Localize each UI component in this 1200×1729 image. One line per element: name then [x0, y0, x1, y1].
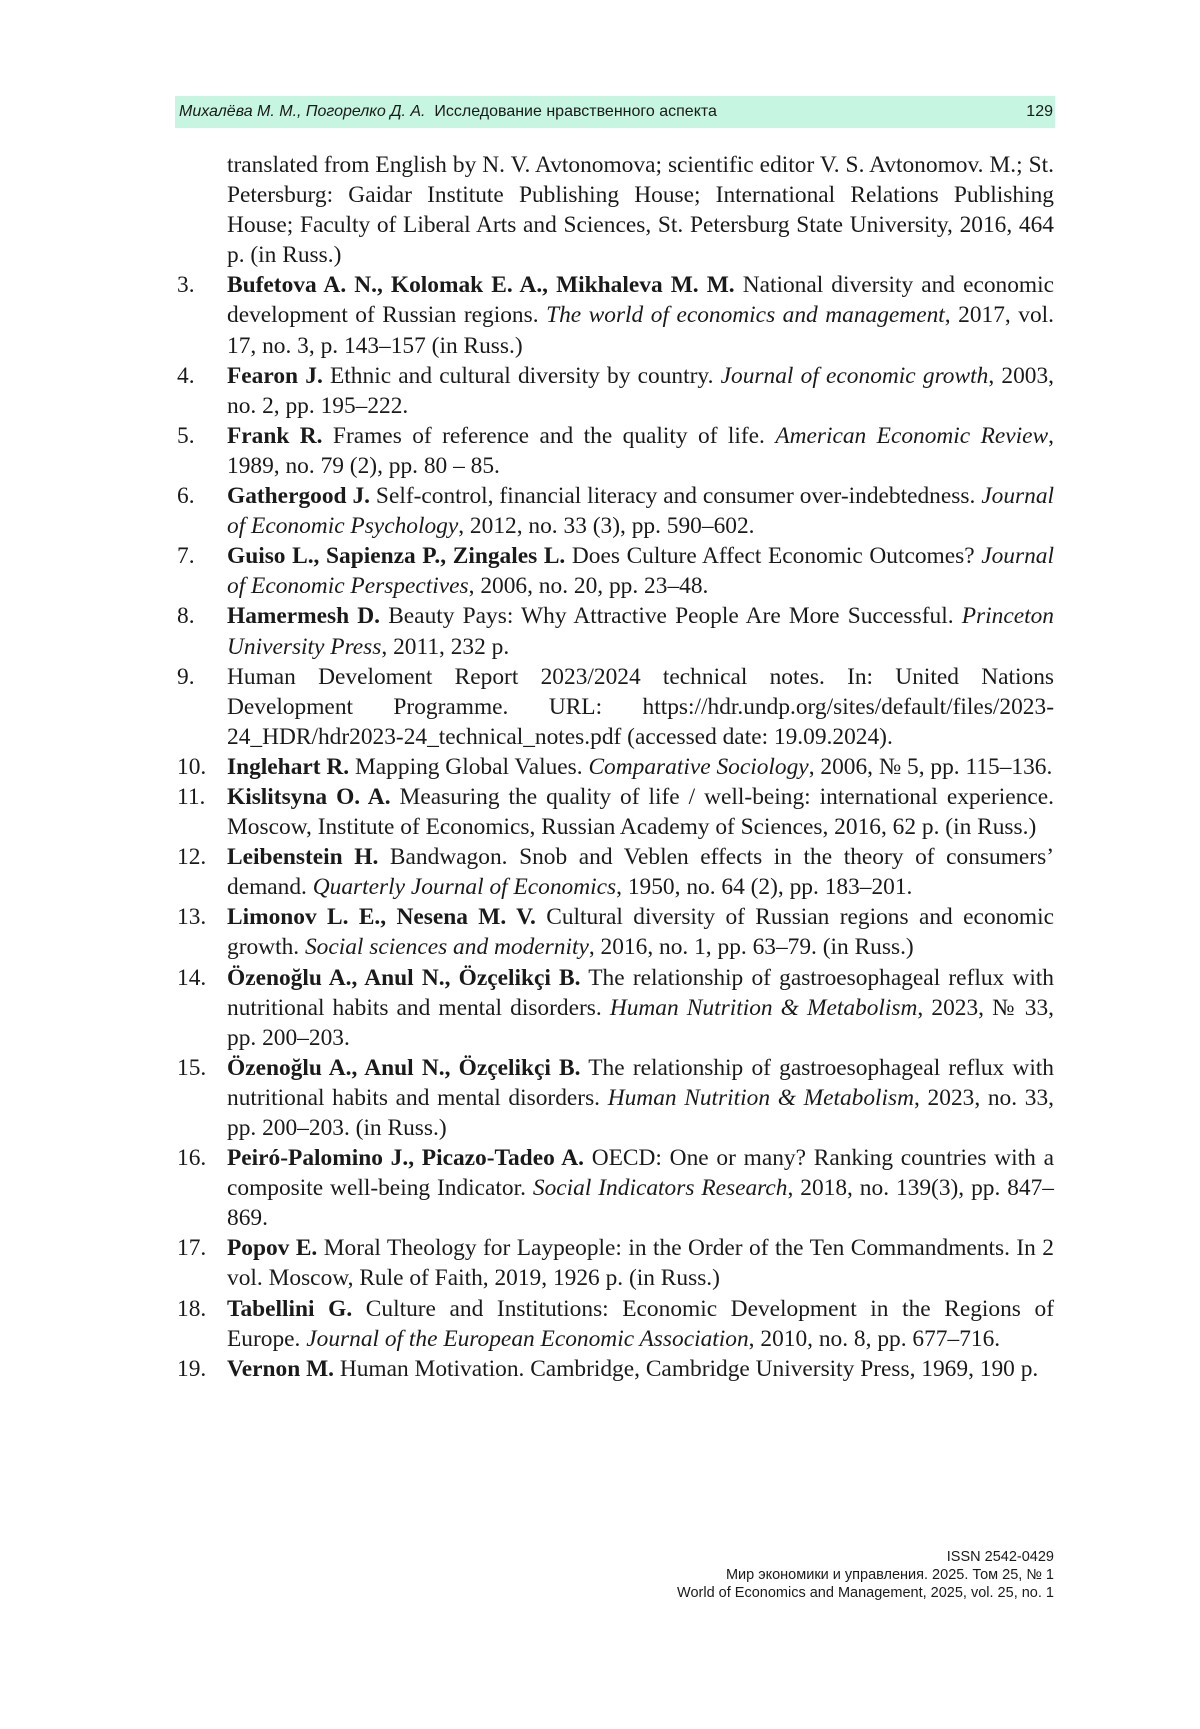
running-head-title [179, 96, 717, 128]
reference-source: Quarterly Journal of Economics [312, 874, 617, 901]
reference-source: Comparative Sociology [588, 753, 809, 780]
reference-title: Culture and Institutions: Economic Development in the Regions of Europe. [227, 1295, 1054, 1352]
reference-authors: Gathergood J. [227, 483, 371, 510]
reference-number: 16. [177, 1145, 207, 1172]
reference-number: 10. [177, 753, 207, 780]
reference-item [177, 481, 1054, 541]
reference-source: Princeton University Press [227, 603, 1055, 660]
reference-item [177, 1354, 1054, 1384]
reference-title: Measuring the quality of life / well-being: international experience. Moscow, Institute of Economics, Russian Academy of Sciences, 2016, 62 p. (in Russ.) [227, 783, 1054, 841]
reference-title: Cultural diversity of Russian regions and economic growth. [227, 904, 1054, 961]
reference-title: Does Culture Affect Economic Outcomes? [565, 543, 982, 570]
reference-number: 15. [177, 1054, 207, 1081]
reference-number: 3. [177, 272, 195, 299]
reference-number: 4. [177, 362, 195, 389]
reference-item [177, 963, 1054, 1053]
reference-authors: Bufetova A. N., Kolomak E. A., Mikhaleva M. M. [227, 272, 735, 299]
reference-continuation [177, 150, 1054, 270]
reference-details: , 2011, 232 p. [381, 633, 510, 660]
reference-authors: Kislitsyna O. A. [227, 783, 391, 810]
reference-source: Social Indicators Research [532, 1175, 788, 1202]
reference-source: Human Nutrition & Metabolism [609, 994, 918, 1021]
reference-item [177, 270, 1054, 360]
reference-title: Mapping Global Values. [349, 753, 589, 780]
reference-authors: Frank R. [227, 422, 323, 449]
reference-details: , 2012, no. 33 (3), pp. 590–602. [458, 513, 755, 540]
reference-number: 8. [177, 603, 195, 630]
reference-source: Journal of the European Economic Association [306, 1325, 749, 1352]
reference-title: The relationship of gastroesophageal reflux with nutritional habits and mental disorders. [227, 964, 1055, 1021]
reference-authors: Fearon J. [227, 362, 323, 389]
reference-item [177, 1294, 1054, 1354]
reference-number: 6. [177, 483, 195, 510]
reference-title: OECD: One or many? Ranking countries with a composite well-being Indicator. [227, 1145, 1054, 1202]
reference-number: 11. [177, 783, 206, 810]
reference-number: 9. [177, 663, 195, 690]
reference-title: Beauty Pays: Why Attractive People Are More Successful. [380, 603, 962, 630]
reference-item [177, 902, 1054, 962]
reference-item [177, 782, 1054, 842]
reference-details: , 2017, vol. 17, no. 3, p. 143–157 (in Russ.) [227, 302, 1054, 359]
reference-details: , 1989, no. 79 (2), pp. 80 – 85. [227, 422, 1054, 479]
reference-continuation-text: translated from English by N. V. Avtonomova; scientific editor V. S. Avtonomov. M.; St. Petersburg: Gaidar Institute Publishing House; International Relations Publishing House; Faculty of Liberal Arts and Sciences, St. Petersburg State University, 2016, 464 p. (in Russ.) [227, 152, 1054, 269]
reference-item [177, 1143, 1054, 1233]
reference-number: 19. [177, 1355, 207, 1382]
running-head-article-title: Исследование нравственного аспекта [434, 103, 717, 120]
reference-source: Journal of economic growth [720, 362, 989, 389]
reference-title: Bandwagon. Snob and Veblen effects in the theory of consumers’ demand. [227, 844, 1054, 901]
reference-authors: Leibenstein H. [227, 844, 379, 871]
reference-source: Human Nutrition & Metabolism [607, 1084, 915, 1111]
footer-journal-ru: Мир экономики и управления. 2025. Том 25, № 1 [725, 1567, 1054, 1583]
reference-number: 5. [177, 422, 195, 449]
reference-source: American Economic Review [775, 422, 1049, 449]
page-number: 129 [1026, 103, 1053, 120]
reference-item [177, 1053, 1054, 1143]
reference-source: Journal of Economic Psychology [227, 483, 1055, 540]
reference-title: Frames of reference and the quality of life. [322, 422, 776, 449]
footer-issn: ISSN 2542-0429 [946, 1549, 1054, 1565]
reference-authors: Hamermesh D. [227, 603, 381, 630]
reference-title: Ethnic and cultural diversity by country. [322, 362, 721, 389]
reference-authors: Vernon M. [227, 1355, 334, 1382]
reference-authors: Popov E. [227, 1235, 318, 1262]
reference-source: Social sciences and modernity [304, 934, 589, 961]
reference-number: 12. [177, 844, 207, 871]
reference-number: 7. [177, 543, 195, 570]
reference-authors: Limonov L. E., Nesena M. V. [227, 904, 536, 931]
reference-number: 18. [177, 1295, 207, 1322]
reference-authors: Tabellini G. [227, 1295, 353, 1322]
reference-item [177, 541, 1054, 601]
reference-details: , 2018, no. 139(3), pp. 847–869. [227, 1175, 1054, 1232]
running-head [175, 96, 1055, 128]
reference-item [177, 752, 1054, 782]
running-head-authors: Михалёва М. М., Погорелко Д. А. [179, 103, 426, 120]
reference-item [177, 662, 1054, 752]
reference-items [177, 270, 1054, 1383]
reference-title: Human Motivation. Cambridge, Cambridge University Press, 1969, 190 p. [334, 1355, 1039, 1382]
reference-number: 13. [177, 904, 207, 931]
reference-item [177, 601, 1054, 661]
reference-details: , 2023, № 33, pp. 200–203. [227, 994, 1054, 1051]
reference-title: National diversity and economic development of Russian regions. [227, 272, 1054, 329]
reference-details: , 2016, no. 1, pp. 63–79. (in Russ.) [588, 934, 914, 961]
reference-item [177, 842, 1054, 902]
reference-details: , 2006, № 5, pp. 115–136. [808, 753, 1053, 780]
page-footer [677, 1548, 1054, 1602]
reference-title: Self-control, financial literacy and consumer over-indebtedness. [370, 483, 982, 510]
reference-item [177, 1233, 1054, 1293]
reference-item [177, 361, 1054, 421]
reference-item [177, 421, 1054, 481]
reference-details: , 1950, no. 64 (2), pp. 183–201. [616, 874, 913, 901]
reference-title: Moral Theology for Laypeople: in the Order of the Ten Commandments. In 2 vol. Moscow, Rule of Faith, 2019, 1926 p. (in Russ.) [227, 1235, 1054, 1292]
reference-title: Human Develoment Report 2023/2024 technical notes. In: United Nations Development Programme. URL: https://hdr.undp.org/sites/default/files/2023-24_HDR/hdr2023-24_technical_notes.pdf (accessed date: 19.09.2024). [227, 663, 1054, 750]
reference-authors: Inglehart R. [227, 753, 350, 780]
reference-authors: Guiso L., Sapienza P., Zingales L. [227, 543, 566, 570]
footer-journal-en: World of Economics and Management, 2025, vol. 25, no. 1 [677, 1585, 1054, 1601]
reference-source: Journal of Economic Perspectives [227, 543, 1054, 600]
reference-details: , 2010, no. 8, pp. 677–716. [748, 1325, 1001, 1352]
reference-details: , 2023, no. 33, pp. 200–203. (in Russ.) [227, 1084, 1055, 1141]
reference-authors: Peiró-Palomino J., Picazo-Tadeo A. [227, 1145, 584, 1172]
reference-authors: Özenoğlu A., Anul N., Özçelikçi B. [227, 964, 581, 991]
reference-source: The world of economics and management [546, 302, 945, 329]
reference-details: , 2003, no. 2, pp. 195–222. [227, 362, 1055, 419]
reference-authors: Özenoğlu A., Anul N., Özçelikçi B. [227, 1054, 581, 1081]
reference-number: 17. [177, 1235, 207, 1262]
reference-title: The relationship of gastroesophageal reflux with nutritional habits and mental disorders. [227, 1054, 1055, 1111]
reference-number: 14. [177, 964, 207, 991]
reference-list [177, 150, 1054, 1384]
reference-details: , 2006, no. 20, pp. 23–48. [468, 573, 709, 600]
